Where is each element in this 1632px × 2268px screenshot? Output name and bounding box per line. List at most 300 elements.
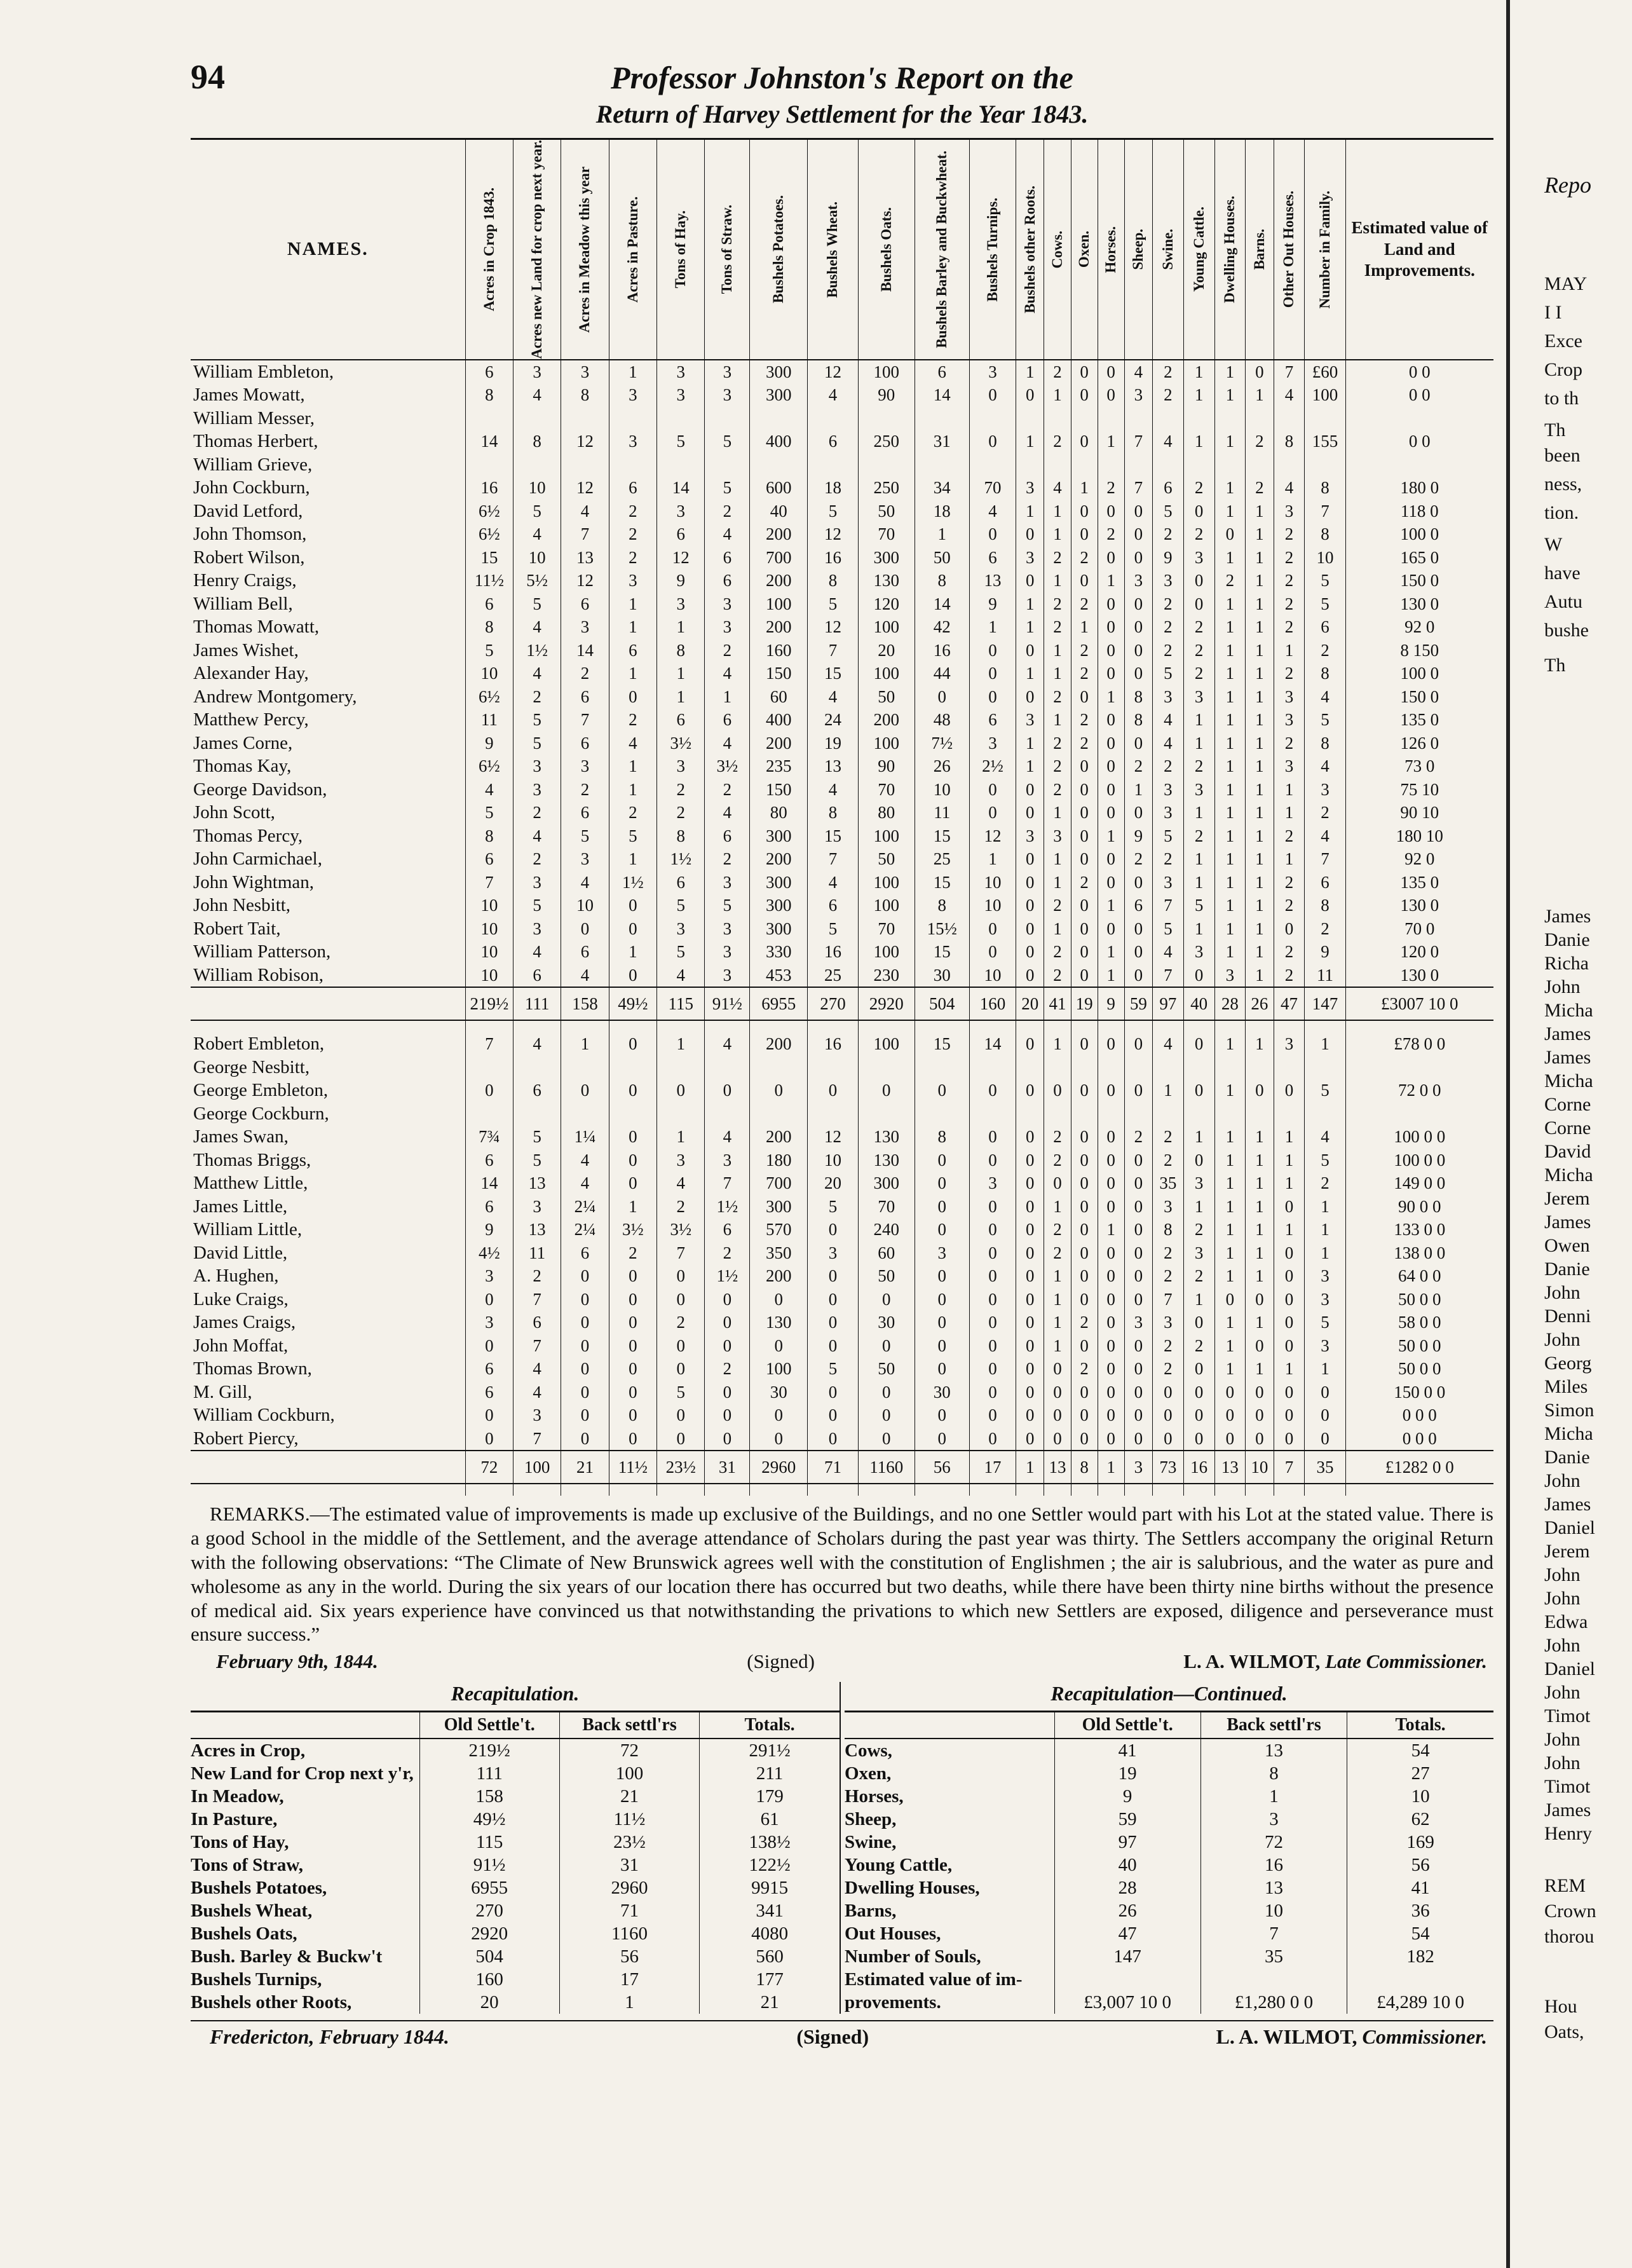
total-cell: 160 — [969, 987, 1016, 1020]
cell-barns: 1 — [1246, 639, 1274, 662]
cell-barley: 0 — [915, 1195, 969, 1219]
total-cell — [191, 987, 465, 1020]
settler-name: Thomas Kay, — [193, 756, 292, 777]
cell-cattle: 0 — [1183, 1032, 1214, 1056]
cell-oxen — [1071, 453, 1098, 477]
cell-sheep: 1 — [1124, 778, 1152, 802]
cell-dwellings — [1214, 407, 1246, 430]
settler-name: James Wishet, — [193, 639, 299, 660]
cell-oxen: 0 — [1071, 1032, 1098, 1056]
adjacent-page-line: Owen — [1544, 1235, 1590, 1256]
cell-estimated: 0 0 0 — [1345, 1404, 1493, 1427]
total-cell: 59 — [1124, 987, 1152, 1020]
cell-hay: 12 — [657, 546, 705, 570]
cell-meadow: 0 — [561, 1381, 609, 1404]
cell-barley: 15 — [915, 1032, 969, 1056]
cell-straw: 2 — [705, 1357, 750, 1381]
adjacent-page-line: Micha — [1544, 1000, 1593, 1021]
recap-value: 158 — [419, 1785, 559, 1808]
cell-crop — [465, 1102, 513, 1126]
cell-newland — [513, 1056, 561, 1079]
cell-outhouses — [1274, 1056, 1305, 1079]
recap-label: Bushels other Roots, — [191, 1991, 352, 2012]
total-cell: 8 — [1071, 1451, 1098, 1484]
cell-estimated: 73 0 — [1345, 755, 1493, 778]
cell-dwellings — [1214, 453, 1246, 477]
adjacent-page-line: Danie — [1544, 1259, 1590, 1280]
cell-sheep — [1124, 1102, 1152, 1126]
settler-name: John Cockburn, — [193, 477, 310, 498]
table-row — [191, 523, 1493, 546]
cell-potatoes: 130 — [750, 1311, 808, 1334]
cell-meadow: 1 — [561, 1032, 609, 1056]
cell-barns: 1 — [1246, 1357, 1274, 1381]
adjacent-page-line: John — [1544, 1588, 1581, 1609]
cell-turnips: 0 — [969, 383, 1016, 407]
cell-potatoes: 200 — [750, 615, 808, 639]
cell-estimated — [1345, 1102, 1493, 1126]
cell-oxen: 0 — [1071, 1149, 1098, 1172]
cell-hay: 0 — [657, 1427, 705, 1451]
cell-turnips: 0 — [969, 430, 1016, 453]
cell-barley: 34 — [915, 476, 969, 500]
column-header-horses: Horses. — [1098, 139, 1124, 360]
cell-sheep: 6 — [1124, 894, 1152, 917]
cell-barns: 1 — [1246, 847, 1274, 871]
cell-cattle: 1 — [1183, 801, 1214, 824]
recap-label: provements. — [845, 1991, 941, 2012]
settler-name: Robert Wilson, — [193, 547, 305, 568]
cell-hay: 3 — [657, 500, 705, 523]
cell-estimated: 0 0 — [1345, 430, 1493, 453]
cell-meadow: 7 — [561, 708, 609, 732]
cell-straw: 6 — [705, 708, 750, 732]
cell-dwellings: 0 — [1214, 1288, 1246, 1311]
column-header-meadow: Acres in Meadow this year — [561, 139, 609, 360]
cell-estimated: 135 0 — [1345, 871, 1493, 894]
settler-name: George Nesbitt, — [193, 1056, 310, 1077]
cell-barley: 15 — [915, 940, 969, 964]
recap-left-header — [191, 1712, 840, 1739]
total-cell: 1 — [1016, 1451, 1044, 1484]
cell-oxen: 0 — [1071, 685, 1098, 709]
cell-cows: 0 — [1044, 1172, 1071, 1195]
cell-potatoes: 300 — [750, 360, 808, 384]
recap-column-header: Old Settle't. — [1054, 1712, 1200, 1739]
total-cell: 17 — [969, 1451, 1016, 1484]
adjacent-page-line: bushe — [1544, 620, 1589, 641]
cell-outhouses: 4 — [1274, 383, 1305, 407]
cell-wheat: 18 — [808, 476, 859, 500]
cell-straw — [705, 407, 750, 430]
cell-horses: 0 — [1098, 778, 1124, 802]
recap-value: 56 — [1347, 1854, 1493, 1876]
cell-meadow: 4 — [561, 964, 609, 988]
recap-label: Dwelling Houses, — [845, 1877, 980, 1898]
cell-straw: 0 — [705, 1079, 750, 1102]
recap-label: In Pasture, — [191, 1808, 278, 1829]
cell-oxen: 2 — [1071, 708, 1098, 732]
settler-name: John Nesbitt, — [193, 895, 291, 916]
cell-crop — [465, 407, 513, 430]
cell-swine: 3 — [1153, 685, 1184, 709]
settler-name: Matthew Little, — [193, 1173, 308, 1194]
recap-value: 47 — [1054, 1922, 1200, 1945]
cell-potatoes: 180 — [750, 1149, 808, 1172]
cell-barley: 10 — [915, 778, 969, 802]
cell-hay: 8 — [657, 639, 705, 662]
cell-crop: 0 — [465, 1288, 513, 1311]
recap-value: 291½ — [700, 1739, 840, 1762]
cell-hay: 1 — [657, 662, 705, 685]
recap-value: 72 — [1200, 1831, 1347, 1854]
cell-cows: 0 — [1044, 1079, 1071, 1102]
cell-turnips: 10 — [969, 871, 1016, 894]
recap-value: 54 — [1347, 1739, 1493, 1762]
cell-family: 2 — [1305, 917, 1345, 941]
cell-cows: 1 — [1044, 1032, 1071, 1056]
cell-straw: 6 — [705, 1218, 750, 1241]
settler-name: James Little, — [193, 1196, 288, 1217]
cell-sheep: 0 — [1124, 1381, 1152, 1404]
adjacent-page-line: Miles — [1544, 1376, 1588, 1397]
cell-oats: 100 — [858, 871, 915, 894]
cell-swine: 9 — [1153, 546, 1184, 570]
cell-turnips: 10 — [969, 894, 1016, 917]
cell-meadow: 6 — [561, 685, 609, 709]
cell-estimated: 100 0 — [1345, 523, 1493, 546]
cell-dwellings: 1 — [1214, 685, 1246, 709]
cell-family: 0 — [1305, 1381, 1345, 1404]
recap-label: Swine, — [845, 1831, 897, 1852]
cell-potatoes: 700 — [750, 546, 808, 570]
cell-meadow: 6 — [561, 1241, 609, 1265]
cell-potatoes: 400 — [750, 708, 808, 732]
cell-barley: 8 — [915, 1125, 969, 1149]
cell-crop: 3 — [465, 1311, 513, 1334]
cell-oxen: 0 — [1071, 523, 1098, 546]
cell-estimated: 126 0 — [1345, 732, 1493, 755]
cell-turnips: 0 — [969, 1404, 1016, 1427]
cell-family: 4 — [1305, 755, 1345, 778]
cell-pasture — [609, 1056, 656, 1079]
cell-horses: 0 — [1098, 1172, 1124, 1195]
cell-dwellings: 1 — [1214, 1032, 1246, 1056]
cell-pasture: 0 — [609, 1288, 656, 1311]
cell-oats: 230 — [858, 964, 915, 988]
cell-family: 0 — [1305, 1404, 1345, 1427]
cell-barley: 30 — [915, 1381, 969, 1404]
cell-oxen: 2 — [1071, 592, 1098, 616]
recap-value: 13 — [1200, 1739, 1347, 1762]
cell-roots: 1 — [1016, 592, 1044, 616]
cell-swine: 4 — [1153, 708, 1184, 732]
cell-estimated: 135 0 — [1345, 708, 1493, 732]
table-row — [191, 476, 1493, 500]
cell-pasture: 2 — [609, 523, 656, 546]
cell-potatoes: 200 — [750, 1032, 808, 1056]
table-row — [191, 1102, 1493, 1126]
cell-dwellings: 1 — [1214, 1241, 1246, 1265]
cell-barley: 15 — [915, 824, 969, 848]
adjacent-page-line: Daniel — [1544, 1517, 1595, 1538]
settler-name: John Carmichael, — [193, 849, 322, 870]
adjacent-page-line: Jerem — [1544, 1541, 1590, 1562]
cell-barley — [915, 1056, 969, 1079]
cell-meadow: 13 — [561, 546, 609, 570]
recap-row — [191, 1968, 840, 1991]
settler-name: John Thomson, — [193, 524, 307, 545]
cell-pasture: 1 — [609, 847, 656, 871]
cell-newland: 3 — [513, 917, 561, 941]
cell-meadow: 12 — [561, 430, 609, 453]
cell-straw: 6 — [705, 824, 750, 848]
cell-straw: 3 — [705, 940, 750, 964]
recap-value: 9 — [1054, 1785, 1200, 1808]
cell-straw: 3 — [705, 917, 750, 941]
recap-row — [191, 1945, 840, 1968]
cell-roots: 0 — [1016, 1172, 1044, 1195]
table-row — [191, 1195, 1493, 1219]
recap-value: 62 — [1347, 1808, 1493, 1831]
cell-oats: 50 — [858, 847, 915, 871]
cell-cows: 2 — [1044, 1125, 1071, 1149]
cell-estimated — [1345, 407, 1493, 430]
cell-straw: 3 — [705, 871, 750, 894]
recap-value: £3,007 10 0 — [1054, 1991, 1200, 2014]
cell-pasture: 2 — [609, 500, 656, 523]
adjacent-page-line: Timot — [1544, 1776, 1591, 1797]
cell-horses: 1 — [1098, 430, 1124, 453]
cell-roots: 1 — [1016, 662, 1044, 685]
total-cell: 47 — [1274, 987, 1305, 1020]
adjacent-page-line: John — [1544, 1682, 1581, 1703]
cell-oats: 20 — [858, 639, 915, 662]
cell-roots: 1 — [1016, 615, 1044, 639]
cell-horses: 2 — [1098, 523, 1124, 546]
cell-family: 2 — [1305, 1172, 1345, 1195]
cell-horses: 0 — [1098, 360, 1124, 384]
column-header-swine: Swine. — [1153, 139, 1184, 360]
cell-cattle: 0 — [1183, 1149, 1214, 1172]
cell-estimated: 100 0 0 — [1345, 1125, 1493, 1149]
cell-oats — [858, 1102, 915, 1126]
cell-pasture: 0 — [609, 1404, 656, 1427]
cell-sheep: 0 — [1124, 1357, 1152, 1381]
cell-roots: 0 — [1016, 917, 1044, 941]
settlers-back-body — [191, 1032, 1493, 1496]
cell-turnips — [969, 1102, 1016, 1126]
cell-swine: 7 — [1153, 964, 1184, 988]
page-gutter — [1506, 0, 1510, 2268]
recap-label: In Meadow, — [191, 1786, 284, 1807]
cell-roots — [1016, 453, 1044, 477]
cell-dwellings: 1 — [1214, 1195, 1246, 1219]
adjacent-page-line: Danie — [1544, 1447, 1590, 1468]
cell-turnips: 0 — [969, 523, 1016, 546]
adjacent-page-line: Crop — [1544, 359, 1582, 380]
cell-crop: 14 — [465, 1172, 513, 1195]
recap-value — [1200, 1968, 1347, 1991]
cell-oats: 30 — [858, 1311, 915, 1334]
cell-hay — [657, 453, 705, 477]
recap-row — [845, 1899, 1493, 1922]
cell-swine: 0 — [1153, 1427, 1184, 1451]
recap-row — [191, 1739, 840, 1762]
recap-left-title: Recapitulation. — [451, 1682, 580, 1705]
cell-sheep: 0 — [1124, 940, 1152, 964]
cell-outhouses: 2 — [1274, 615, 1305, 639]
cell-horses: 1 — [1098, 940, 1124, 964]
cell-dwellings: 1 — [1214, 801, 1246, 824]
cell-straw: 4 — [705, 801, 750, 824]
cell-cows: 2 — [1044, 755, 1071, 778]
cell-cattle: 2 — [1183, 523, 1214, 546]
cell-oxen: 0 — [1071, 847, 1098, 871]
cell-straw: 2 — [705, 847, 750, 871]
cell-outhouses: 1 — [1274, 778, 1305, 802]
cell-estimated: 138 0 0 — [1345, 1241, 1493, 1265]
cell-oxen: 0 — [1071, 1125, 1098, 1149]
cell-estimated: £78 0 0 — [1345, 1032, 1493, 1056]
adjacent-page-line: James — [1544, 1800, 1591, 1821]
recap-value: 97 — [1054, 1831, 1200, 1854]
cell-barns: 1 — [1246, 546, 1274, 570]
cell-straw: 3 — [705, 592, 750, 616]
cell-barns: 1 — [1246, 732, 1274, 755]
total-cell: 19 — [1071, 987, 1098, 1020]
total-cell: 100 — [513, 1451, 561, 1484]
cell-potatoes: 350 — [750, 1241, 808, 1265]
cell-newland: 3 — [513, 1404, 561, 1427]
cell-straw: 4 — [705, 1032, 750, 1056]
cell-newland: 4 — [513, 523, 561, 546]
cell-cows: 1 — [1044, 523, 1071, 546]
cell-pasture — [609, 1102, 656, 1126]
recap-row — [191, 1762, 840, 1785]
cell-wheat: 3 — [808, 1241, 859, 1265]
adjacent-page-line: Jerem — [1544, 1188, 1590, 1209]
cell-hay: 0 — [657, 1264, 705, 1288]
cell-roots: 0 — [1016, 778, 1044, 802]
settler-name: Thomas Brown, — [193, 1358, 312, 1379]
cell-sheep — [1124, 453, 1152, 477]
cell-newland: 4 — [513, 1381, 561, 1404]
cell-barley — [915, 1102, 969, 1126]
cell-straw: 6 — [705, 546, 750, 570]
cell-estimated: 8 150 — [1345, 639, 1493, 662]
cell-dwellings: 1 — [1214, 1125, 1246, 1149]
cell-sheep — [1124, 407, 1152, 430]
cell-family: 8 — [1305, 476, 1345, 500]
cell-cows: 2 — [1044, 592, 1071, 616]
recap-column-header: Back settl'rs — [1200, 1712, 1347, 1739]
column-header-barley: Bushels Barley and Buckwheat. — [915, 139, 969, 360]
cell-newland: 8 — [513, 430, 561, 453]
cell-barns: 1 — [1246, 801, 1274, 824]
cell-potatoes: 600 — [750, 476, 808, 500]
remarks-signature-line — [191, 1650, 1493, 1673]
cell-straw: 0 — [705, 1404, 750, 1427]
recap-label: Bushels Potatoes, — [191, 1877, 327, 1898]
cell-estimated: 72 0 0 — [1345, 1079, 1493, 1102]
cell-roots: 0 — [1016, 964, 1044, 988]
cell-dwellings: 1 — [1214, 430, 1246, 453]
settler-name: James Mowatt, — [193, 385, 305, 406]
cell-meadow — [561, 453, 609, 477]
recap-value: 169 — [1347, 1831, 1493, 1854]
cell-cattle: 1 — [1183, 360, 1214, 384]
adjacent-page-line: Crown — [1544, 1901, 1596, 1922]
cell-barley: 0 — [915, 1404, 969, 1427]
cell-meadow: 6 — [561, 732, 609, 755]
cell-pasture: 0 — [609, 1149, 656, 1172]
cell-crop: 4½ — [465, 1241, 513, 1265]
cell-cows: 1 — [1044, 639, 1071, 662]
cell-sheep: 0 — [1124, 1404, 1152, 1427]
cell-hay: 9 — [657, 569, 705, 592]
adjacent-page-line: John — [1544, 1729, 1581, 1750]
cell-newland: 4 — [513, 1357, 561, 1381]
settler-name: David Little, — [193, 1242, 288, 1263]
recap-left-block — [191, 1682, 840, 2014]
cell-estimated: 64 0 0 — [1345, 1264, 1493, 1288]
cell-outhouses: 1 — [1274, 639, 1305, 662]
settler-name: James Swan, — [193, 1126, 289, 1147]
cell-sheep: 9 — [1124, 824, 1152, 848]
cell-wheat: 12 — [808, 1125, 859, 1149]
settler-name: William Bell, — [193, 593, 293, 614]
table-row — [191, 500, 1493, 523]
cell-barns: 1 — [1246, 523, 1274, 546]
cell-straw: 4 — [705, 523, 750, 546]
cell-barns — [1246, 1056, 1274, 1079]
cell-oats — [858, 1056, 915, 1079]
cell-sheep: 0 — [1124, 592, 1152, 616]
cell-sheep: 8 — [1124, 685, 1152, 709]
cell-wheat: 0 — [808, 1079, 859, 1102]
cell-swine: 5 — [1153, 917, 1184, 941]
cell-dwellings — [1214, 1102, 1246, 1126]
cell-horses: 0 — [1098, 1195, 1124, 1219]
settler-name: John Moffat, — [193, 1335, 289, 1356]
cell-turnips: 0 — [969, 1357, 1016, 1381]
cell-turnips: 0 — [969, 662, 1016, 685]
recap-value: 1160 — [559, 1922, 699, 1945]
cell-roots: 3 — [1016, 476, 1044, 500]
cell-oats: 50 — [858, 1264, 915, 1288]
cell-oats: 100 — [858, 1032, 915, 1056]
table-row — [191, 801, 1493, 824]
column-header-oats: Bushels Oats. — [858, 139, 915, 360]
cell-dwellings: 1 — [1214, 917, 1246, 941]
cell-wheat: 0 — [808, 1264, 859, 1288]
adjacent-page-line: I I — [1544, 302, 1562, 323]
cell-barley: 26 — [915, 755, 969, 778]
settler-name: Alexander Hay, — [193, 663, 309, 684]
cell-crop: 14 — [465, 430, 513, 453]
column-header-newland: Acres new Land for crop next year. — [513, 139, 561, 360]
cell-swine: 2 — [1153, 1334, 1184, 1358]
cell-sheep: 0 — [1124, 1288, 1152, 1311]
cell-turnips: 0 — [969, 1079, 1016, 1102]
cell-oxen: 0 — [1071, 824, 1098, 848]
cell-oats: 250 — [858, 476, 915, 500]
adjacent-page-line: John — [1544, 1470, 1581, 1491]
cell-meadow: 3 — [561, 615, 609, 639]
recap-value: 41 — [1054, 1739, 1200, 1762]
cell-barley: 8 — [915, 894, 969, 917]
